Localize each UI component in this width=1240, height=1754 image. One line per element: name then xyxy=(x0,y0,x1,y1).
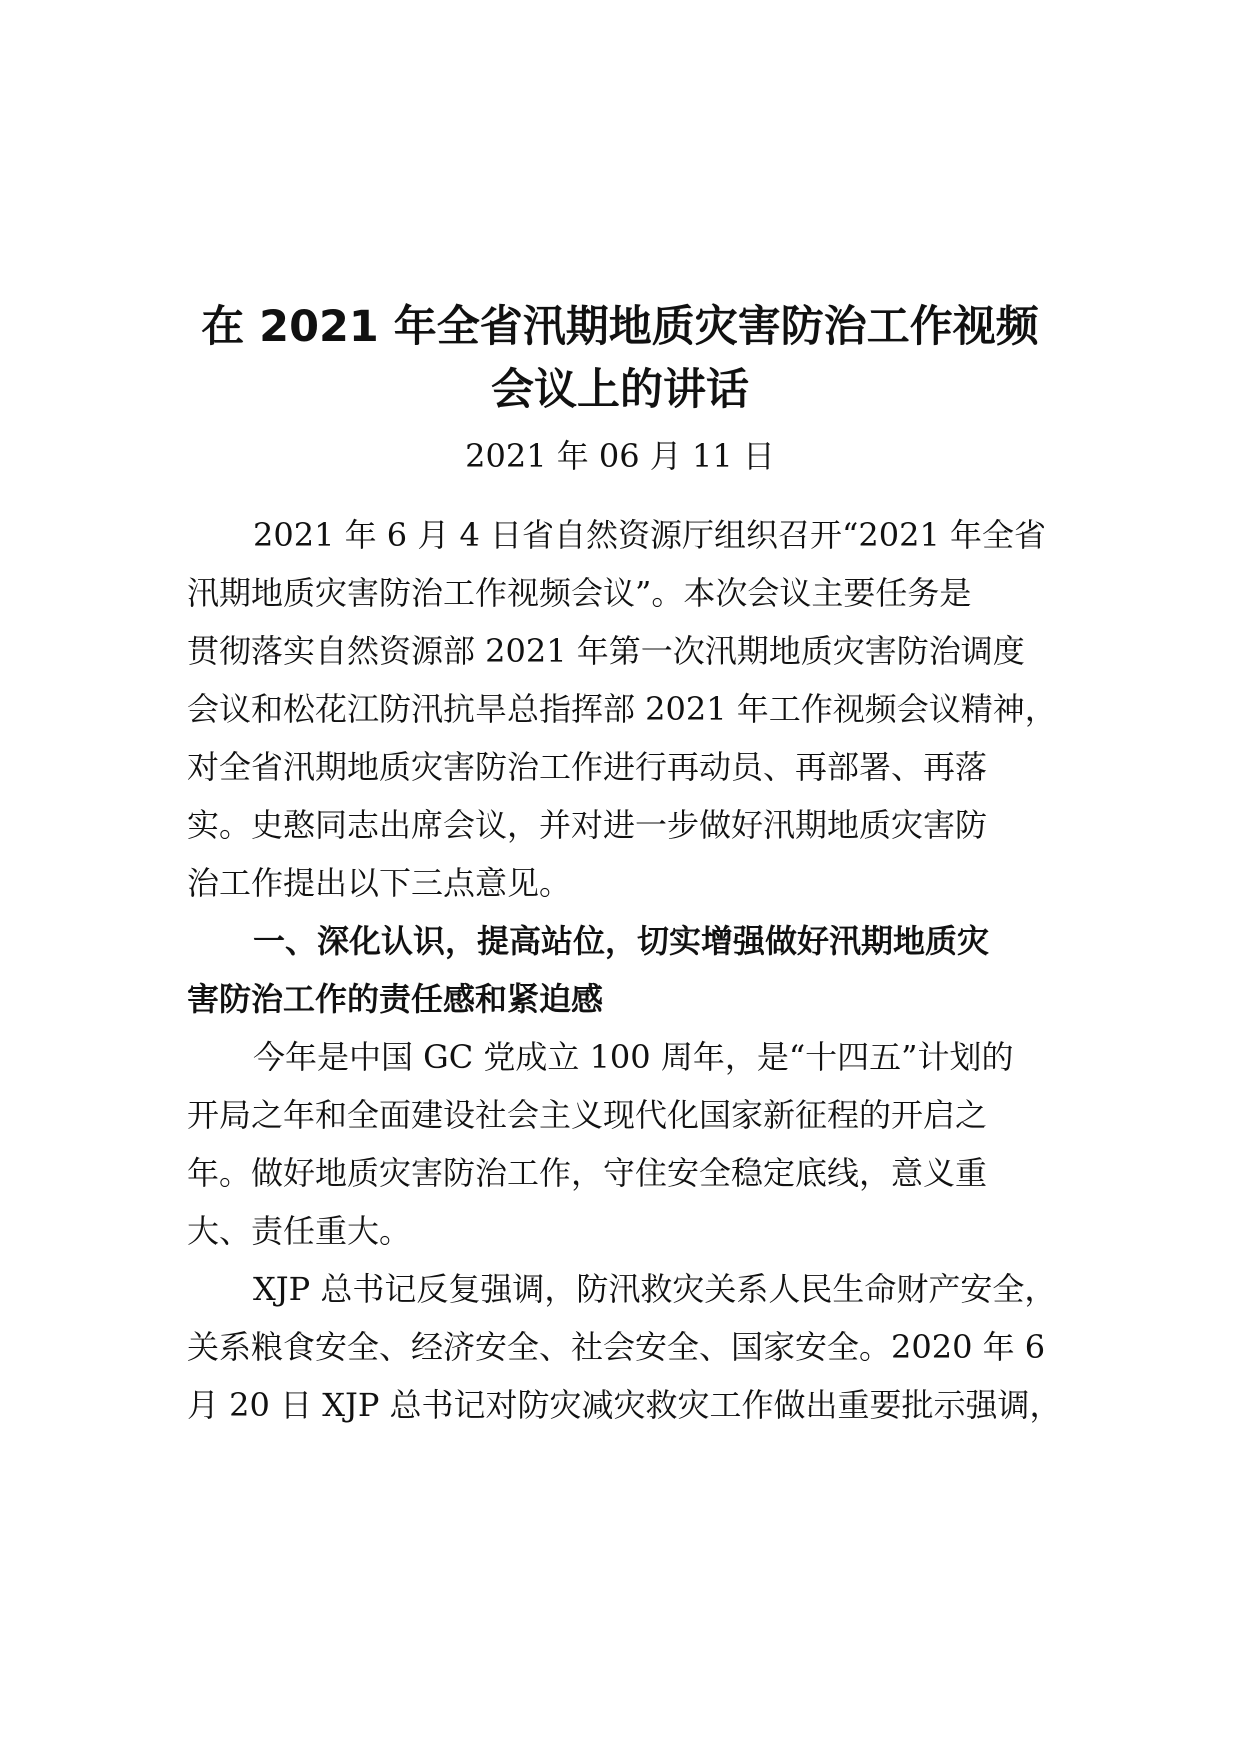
body-paragraph-line: XJP 总书记反复强调，防汛救灾关系人民生命财产安全， xyxy=(253,1270,1057,1308)
document-date: 2021 年 06 月 11 日 xyxy=(465,437,775,475)
intro-paragraph-line: 对全省汛期地质灾害防治工作进行再动员、再部署、再落 xyxy=(187,748,988,786)
intro-paragraph-line: 汛期地质灾害防治工作视频会议”。本次会议主要任务是 xyxy=(187,574,972,612)
section-heading-line: 一、深化认识，提高站位，切实增强做好汛期地质灾 xyxy=(253,922,990,960)
intro-paragraph-line: 实。史憨同志出席会议，并对进一步做好汛期地质灾害防 xyxy=(187,806,988,844)
intro-paragraph-line: 治工作提出以下三点意见。 xyxy=(187,864,572,902)
intro-paragraph-line: 2021 年 6 月 4 日省自然资源厅组织召开“2021 年全省 xyxy=(253,516,1046,554)
intro-paragraph-line: 贯彻落实自然资源部 2021 年第一次汛期地质灾害防治调度 xyxy=(187,632,1025,670)
document-title-line-1: 在 2021 年全省汛期地质灾害防治工作视频 xyxy=(201,302,1039,352)
section-heading-line: 害防治工作的责任感和紧迫感 xyxy=(187,980,604,1018)
body-paragraph-line: 月 20 日 XJP 总书记对防灾减灾救灾工作做出重要批示强调， xyxy=(187,1386,1062,1424)
body-paragraph-line: 年。做好地质灾害防治工作，守住安全稳定底线，意义重 xyxy=(187,1154,988,1192)
body-paragraph-line: 大、责任重大。 xyxy=(187,1212,412,1250)
body-paragraph-line: 关系粮食安全、经济安全、社会安全、国家安全。2020 年 6 xyxy=(187,1328,1046,1366)
body-paragraph-line: 今年是中国 GC 党成立 100 周年，是“十四五”计划的 xyxy=(253,1038,1014,1076)
body-paragraph-line: 开局之年和全面建设社会主义现代化国家新征程的开启之 xyxy=(187,1096,988,1134)
intro-paragraph-line: 会议和松花江防汛抗旱总指挥部 2021 年工作视频会议精神， xyxy=(187,690,1057,728)
document-title-line-2: 会议上的讲话 xyxy=(491,365,749,415)
